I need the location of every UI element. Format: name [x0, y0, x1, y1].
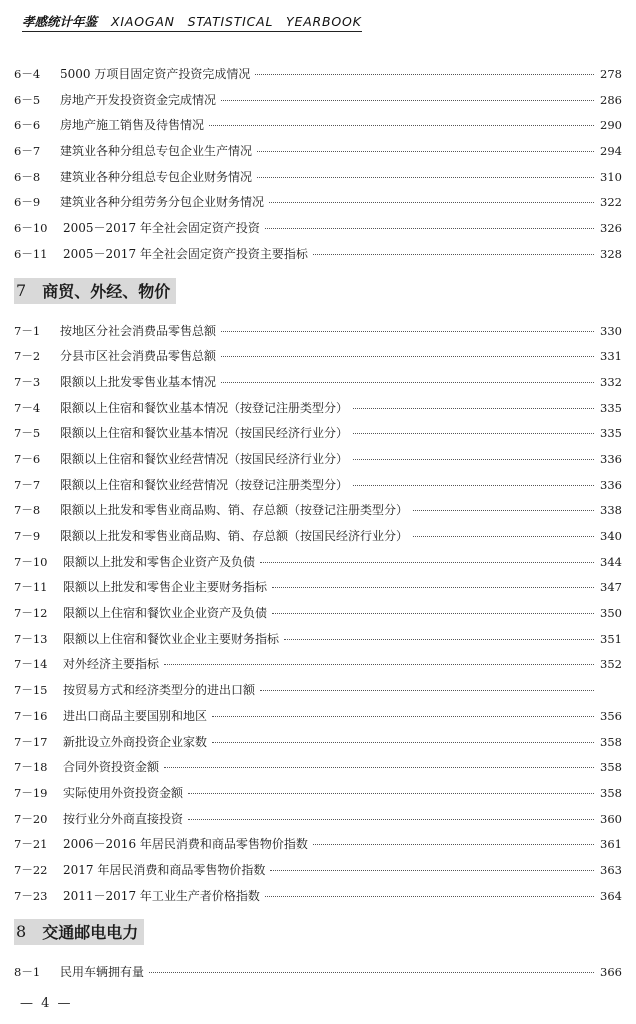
toc-entry-page: 326	[600, 221, 622, 236]
dot-leader	[257, 163, 594, 178]
section-title: 交通邮电电力	[42, 923, 139, 943]
toc-entry-title: 2005－2017 年全社会固定资产投资	[63, 221, 260, 236]
toc-entry-page: 363	[600, 862, 622, 877]
toc-entry-number: 6－11	[14, 246, 48, 261]
toc-entry-page: 356	[600, 708, 622, 723]
dot-leader	[260, 548, 594, 563]
header-rule	[22, 31, 362, 32]
toc-entry-title: 限额以上批发和零售业商品购、销、存总额（按国民经济行业分）	[60, 529, 409, 543]
toc-entry-title: 建筑业各种分组总专包企业财务情况	[60, 169, 253, 184]
toc-entry-title: 合同外资投资金额	[63, 760, 160, 775]
toc-entry-page: 335	[600, 400, 622, 415]
toc-entry-number: 7－17	[14, 734, 48, 749]
dot-leader	[188, 805, 594, 820]
toc-entry-title: 对外经济主要指标	[63, 657, 160, 672]
toc-entry-title: 按贸易方式和经济类型分的进出口额	[63, 683, 256, 698]
toc-entry-title: 新批设立外商投资企业家数	[63, 734, 208, 749]
running-header	[22, 12, 362, 30]
toc-entry-title: 建筑业各种分组劳务分包企业财务情况	[60, 195, 265, 210]
dot-leader	[149, 958, 594, 973]
toc-entry-title: 限额以上住宿和餐饮业基本情况（按登记注册类型分）	[60, 400, 349, 415]
toc-entry-number: 6－10	[14, 221, 48, 236]
toc-entry-title: 限额以上住宿和餐饮业经营情况（按国民经济行业分）	[60, 451, 349, 466]
toc-entry-number: 7－2	[14, 349, 41, 364]
toc-entry-number: 7－9	[14, 529, 41, 543]
toc-entry-number: 7－1	[14, 323, 41, 338]
toc-entry-page: 347	[600, 580, 622, 595]
toc-entry-number: 7－3	[14, 374, 41, 389]
toc-entry-title: 2017 年居民消费和商品零售物价指数	[63, 862, 266, 877]
toc-entry-number: 7－13	[14, 631, 48, 646]
toc-entry-page: 350	[600, 606, 622, 621]
dot-leader	[221, 317, 594, 332]
dot-leader	[164, 650, 594, 665]
toc-entry-title: 限额以上批发零售业基本情况	[60, 374, 217, 389]
dot-leader	[284, 625, 594, 640]
toc-entry-page: 351	[600, 631, 622, 646]
header-title-cn: 孝感统计年鉴	[22, 14, 98, 29]
toc-entry-page: 335	[600, 426, 622, 441]
toc-entry-page: 322	[600, 195, 622, 210]
toc-entry-title: 房地产施工销售及待售情况	[60, 118, 205, 133]
section-heading	[14, 278, 622, 304]
toc-entry-title: 5000 万项目固定资产投资完成情况	[60, 67, 251, 81]
dot-leader	[260, 676, 594, 691]
dot-leader	[272, 599, 594, 614]
toc-entry-title: 限额以上批发和零售企业资产及负债	[63, 554, 256, 569]
toc-entry-page: 328	[600, 246, 622, 261]
dot-leader	[353, 419, 594, 434]
toc-entry-title: 2006－2016 年居民消费和商品零售物价指数	[63, 837, 308, 852]
toc-entry-number: 7－8	[14, 503, 41, 518]
toc-entry-title: 限额以上住宿和餐饮业经营情况（按登记注册类型分）	[60, 477, 349, 492]
toc-entry-page: 366	[600, 965, 622, 980]
toc-entry-number: 7－15	[14, 683, 48, 698]
toc-entry-number: 7－10	[14, 554, 48, 569]
toc-entry[interactable]	[14, 885, 622, 911]
toc-entry-title: 按地区分社会消费品零售总额	[60, 323, 217, 338]
toc-entry-number: 7－21	[14, 837, 48, 852]
toc-entry-page: 286	[600, 92, 622, 107]
toc-entry-page: 340	[600, 529, 622, 543]
header-title-en: XIAOGAN STATISTICAL YEARBOOK	[111, 14, 362, 29]
toc-entry-title: 限额以上住宿和餐饮业企业资产及负债	[63, 606, 268, 621]
dot-leader	[209, 111, 594, 126]
page-number: — 4 —	[20, 996, 73, 1011]
toc-entry-number: 6－8	[14, 169, 41, 184]
section-number: 7	[16, 280, 27, 300]
toc-entry-number: 7－19	[14, 785, 48, 800]
toc-entry[interactable]	[14, 243, 622, 269]
dot-leader	[188, 779, 594, 794]
dot-leader	[269, 188, 594, 203]
toc-entry-number: 7－22	[14, 862, 48, 877]
section-title: 商贸、外经、物价	[42, 281, 171, 301]
dot-leader	[255, 60, 594, 75]
toc-entry-page: 361	[600, 837, 622, 852]
dot-leader	[221, 342, 594, 357]
section-heading	[14, 919, 622, 945]
dot-leader	[212, 702, 594, 717]
dot-leader	[353, 471, 594, 486]
toc-entry-number: 7－12	[14, 606, 48, 621]
toc-entry-title: 限额以上住宿和餐饮业企业主要财务指标	[63, 631, 280, 646]
toc-entry-number: 6－4	[14, 67, 41, 81]
dot-leader	[272, 573, 594, 588]
toc-entry-number: 7－5	[14, 426, 41, 441]
toc-entry-title: 民用车辆拥有量	[60, 965, 145, 980]
toc-entry-page: 344	[600, 554, 622, 569]
toc-entry-page: 336	[600, 451, 622, 466]
toc-entry-title: 房地产开发投资资金完成情况	[60, 92, 217, 107]
dot-leader	[265, 882, 594, 897]
toc-entry-number: 6－6	[14, 118, 41, 133]
dot-leader	[313, 830, 594, 845]
toc-entry-number: 7－7	[14, 477, 41, 492]
toc-entry-number: 7－14	[14, 657, 48, 672]
toc-entry-title: 2011－2017 年工业生产者价格指数	[63, 888, 260, 903]
toc-entry-title: 限额以上批发和零售业商品购、销、存总额（按登记注册类型分）	[60, 503, 409, 518]
toc-entry-number: 6－9	[14, 195, 41, 210]
toc-entry-page: 360	[600, 811, 622, 826]
dot-leader	[212, 728, 594, 743]
dot-leader	[221, 368, 594, 383]
toc-entry-page: 294	[600, 144, 622, 159]
toc-entry-page: 358	[600, 760, 622, 775]
toc-entry-page: 338	[600, 503, 622, 518]
toc-entry-page: 278	[600, 67, 622, 81]
section-number: 8	[16, 922, 27, 942]
toc-entry-title: 建筑业各种分组总专包企业生产情况	[60, 144, 253, 159]
dot-leader	[164, 753, 594, 768]
dot-leader	[353, 445, 594, 460]
toc-entry-title: 限额以上住宿和餐饮业基本情况（按国民经济行业分）	[60, 426, 349, 441]
toc-entry-page: 330	[600, 323, 622, 338]
toc-entry[interactable]	[14, 961, 622, 987]
toc-entry-title: 限额以上批发和零售企业主要财务指标	[63, 580, 268, 595]
toc-entry-number: 7－16	[14, 708, 48, 723]
toc-entry-page: 352	[600, 657, 622, 672]
toc-entry-number: 7－18	[14, 760, 48, 775]
toc-entry-number: 8－1	[14, 965, 41, 980]
toc-entry-number: 7－4	[14, 400, 41, 415]
toc-entry-number: 6－7	[14, 144, 41, 159]
toc-entry-title: 分县市区社会消费品零售总额	[60, 349, 217, 364]
dot-leader	[413, 496, 594, 511]
toc-entry-title: 进出口商品主要国别和地区	[63, 708, 208, 723]
dot-leader	[413, 522, 594, 537]
toc-entry-page: 331	[600, 349, 622, 364]
toc-entry-page: 336	[600, 477, 622, 492]
toc-entry-number: 7－20	[14, 811, 48, 826]
toc-entry-page: 358	[600, 734, 622, 749]
toc-entry-number: 6－5	[14, 92, 41, 107]
toc-entry-page: 332	[600, 374, 622, 389]
table-of-contents	[14, 63, 622, 987]
toc-entry-number: 7－11	[14, 580, 48, 595]
toc-entry-title: 按行业分外商直接投资	[63, 811, 184, 826]
toc-entry-page: 364	[600, 888, 622, 903]
toc-entry-number: 7－6	[14, 451, 41, 466]
toc-entry-page: 290	[600, 118, 622, 133]
section-badge	[14, 278, 176, 304]
toc-entry-title: 实际使用外资投资金额	[63, 785, 184, 800]
toc-entry-page: 310	[600, 169, 622, 184]
toc-entry-page: 358	[600, 785, 622, 800]
toc-entry-title: 2005－2017 年全社会固定资产投资主要指标	[63, 246, 308, 261]
toc-entry-number: 7－23	[14, 888, 48, 903]
dot-leader	[265, 214, 594, 229]
section-badge	[14, 919, 144, 945]
dot-leader	[353, 394, 594, 409]
dot-leader	[270, 856, 594, 871]
dot-leader	[257, 137, 594, 152]
dot-leader	[313, 240, 594, 255]
dot-leader	[221, 86, 594, 101]
